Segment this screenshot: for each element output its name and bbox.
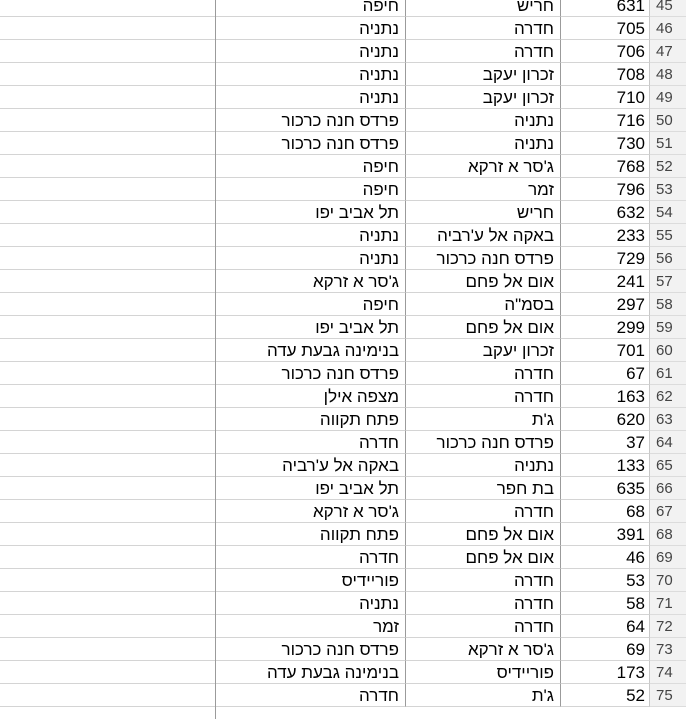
- destination-cell[interactable]: חדרה: [216, 431, 406, 454]
- origin-cell[interactable]: חדרה: [406, 500, 561, 523]
- row-header[interactable]: 62: [650, 385, 686, 408]
- destination-cell[interactable]: זמר: [216, 615, 406, 638]
- origin-cell[interactable]: חדרה: [406, 385, 561, 408]
- empty-cell[interactable]: [0, 523, 216, 546]
- empty-cell[interactable]: [0, 63, 216, 86]
- row-header[interactable]: 68: [650, 523, 686, 546]
- table-row: [0, 362, 686, 385]
- destination-cell[interactable]: חיפה: [216, 155, 406, 178]
- line-number-cell[interactable]: 391: [561, 523, 650, 546]
- line-number-cell[interactable]: 297: [561, 293, 650, 316]
- row-header[interactable]: 46: [650, 17, 686, 40]
- line-number-cell[interactable]: 163: [561, 385, 650, 408]
- empty-cell[interactable]: [0, 385, 216, 408]
- empty-cell[interactable]: [0, 408, 216, 431]
- table-row: [0, 408, 686, 431]
- destination-cell[interactable]: תל אביב יפו: [216, 316, 406, 339]
- destination-cell[interactable]: נתניה: [216, 247, 406, 270]
- origin-cell[interactable]: נתניה: [406, 109, 561, 132]
- line-number-cell[interactable]: 52: [561, 684, 650, 707]
- origin-cell[interactable]: ג'סר א זרקא: [406, 155, 561, 178]
- empty-cell[interactable]: [0, 224, 216, 247]
- table-row: [0, 615, 686, 638]
- origin-cell[interactable]: ג'ת: [406, 408, 561, 431]
- destination-cell[interactable]: בנימינה גבעת עדה: [216, 661, 406, 684]
- row-header[interactable]: 59: [650, 316, 686, 339]
- origin-cell[interactable]: אום אל פחם: [406, 546, 561, 569]
- row-header[interactable]: 45: [650, 0, 686, 17]
- origin-cell[interactable]: זכרון יעקב: [406, 339, 561, 362]
- line-number-cell[interactable]: 706: [561, 40, 650, 63]
- row-header[interactable]: 57: [650, 270, 686, 293]
- destination-cell[interactable]: ג'סר א זרקא: [216, 270, 406, 293]
- destination-cell[interactable]: חדרה: [216, 684, 406, 707]
- row-header[interactable]: 58: [650, 293, 686, 316]
- row-header[interactable]: 53: [650, 178, 686, 201]
- empty-cell[interactable]: [0, 40, 216, 63]
- table-row: [0, 63, 686, 86]
- line-number-cell[interactable]: 241: [561, 270, 650, 293]
- empty-cell[interactable]: [0, 684, 216, 707]
- line-number-cell[interactable]: 632: [561, 201, 650, 224]
- origin-cell[interactable]: נתניה: [406, 132, 561, 155]
- destination-cell[interactable]: חדרה: [216, 546, 406, 569]
- table-row: [0, 109, 686, 132]
- destination-cell[interactable]: נתניה: [216, 40, 406, 63]
- destination-cell[interactable]: פרדס חנה כרכור: [216, 132, 406, 155]
- line-number-cell[interactable]: 67: [561, 362, 650, 385]
- table-row: [0, 592, 686, 615]
- table-row: [0, 224, 686, 247]
- row-header[interactable]: 54: [650, 201, 686, 224]
- table-row: [0, 638, 686, 661]
- empty-cell[interactable]: [0, 477, 216, 500]
- origin-cell[interactable]: אום אל פחם: [406, 270, 561, 293]
- row-header[interactable]: 63: [650, 408, 686, 431]
- line-number-cell[interactable]: 37: [561, 431, 650, 454]
- empty-cell[interactable]: [0, 0, 216, 17]
- table-row: [0, 569, 686, 592]
- empty-cell[interactable]: [0, 247, 216, 270]
- row-header[interactable]: 48: [650, 63, 686, 86]
- line-number-cell[interactable]: 730: [561, 132, 650, 155]
- line-number-cell[interactable]: 133: [561, 454, 650, 477]
- destination-cell[interactable]: נתניה: [216, 592, 406, 615]
- row-header[interactable]: 67: [650, 500, 686, 523]
- line-number-cell[interactable]: 708: [561, 63, 650, 86]
- origin-cell[interactable]: פוריידיס: [406, 661, 561, 684]
- line-number-cell[interactable]: 729: [561, 247, 650, 270]
- table-row: [0, 316, 686, 339]
- origin-cell[interactable]: זכרון יעקב: [406, 86, 561, 109]
- table-row: [0, 546, 686, 569]
- empty-cell[interactable]: [0, 86, 216, 109]
- destination-cell[interactable]: נתניה: [216, 17, 406, 40]
- table-row: [0, 155, 686, 178]
- row-header[interactable]: 52: [650, 155, 686, 178]
- origin-cell[interactable]: חדרה: [406, 569, 561, 592]
- line-number-cell[interactable]: 768: [561, 155, 650, 178]
- table-row: [0, 477, 686, 500]
- line-number-cell[interactable]: 64: [561, 615, 650, 638]
- origin-cell[interactable]: חריש: [406, 201, 561, 224]
- origin-cell[interactable]: חדרה: [406, 362, 561, 385]
- table-row: [0, 523, 686, 546]
- empty-cell[interactable]: [0, 17, 216, 40]
- row-header[interactable]: 55: [650, 224, 686, 247]
- empty-cell[interactable]: [0, 155, 216, 178]
- origin-cell[interactable]: זכרון יעקב: [406, 63, 561, 86]
- empty-cell[interactable]: [0, 500, 216, 523]
- origin-cell[interactable]: פרדס חנה כרכור: [406, 431, 561, 454]
- row-header[interactable]: 64: [650, 431, 686, 454]
- destination-cell[interactable]: פרדס חנה כרכור: [216, 638, 406, 661]
- destination-cell[interactable]: מצפה אילן: [216, 385, 406, 408]
- destination-cell[interactable]: תל אביב יפו: [216, 477, 406, 500]
- line-number-cell[interactable]: 635: [561, 477, 650, 500]
- empty-cell[interactable]: [0, 454, 216, 477]
- destination-cell[interactable]: באקה אל ע'רביה: [216, 454, 406, 477]
- origin-cell[interactable]: פרדס חנה כרכור: [406, 247, 561, 270]
- table-row: [0, 684, 686, 707]
- table-row: [0, 500, 686, 523]
- row-header[interactable]: 47: [650, 40, 686, 63]
- table-row: [0, 201, 686, 224]
- line-number-cell[interactable]: 796: [561, 178, 650, 201]
- destination-cell[interactable]: ג'סר א זרקא: [216, 500, 406, 523]
- line-number-cell[interactable]: 710: [561, 86, 650, 109]
- empty-cell[interactable]: [0, 339, 216, 362]
- empty-cell[interactable]: [0, 178, 216, 201]
- line-number-cell[interactable]: 716: [561, 109, 650, 132]
- empty-cell[interactable]: [0, 362, 216, 385]
- destination-cell[interactable]: נתניה: [216, 63, 406, 86]
- line-number-cell[interactable]: 233: [561, 224, 650, 247]
- row-header[interactable]: 49: [650, 86, 686, 109]
- table-row: [0, 431, 686, 454]
- origin-cell[interactable]: חדרה: [406, 592, 561, 615]
- row-header[interactable]: 74: [650, 661, 686, 684]
- row-header[interactable]: 75: [650, 684, 686, 707]
- empty-cell[interactable]: [0, 270, 216, 293]
- row-header[interactable]: 60: [650, 339, 686, 362]
- destination-cell[interactable]: פרדס חנה כרכור: [216, 109, 406, 132]
- empty-cell[interactable]: [0, 293, 216, 316]
- table-row: [0, 661, 686, 684]
- line-number-cell[interactable]: 46: [561, 546, 650, 569]
- table-row: [0, 270, 686, 293]
- row-header[interactable]: 61: [650, 362, 686, 385]
- table-row: [0, 247, 686, 270]
- column-divider: [215, 0, 216, 719]
- row-header[interactable]: 73: [650, 638, 686, 661]
- destination-cell[interactable]: חיפה: [216, 178, 406, 201]
- line-number-cell[interactable]: 69: [561, 638, 650, 661]
- row-header[interactable]: 70: [650, 569, 686, 592]
- table-row: [0, 178, 686, 201]
- destination-cell[interactable]: נתניה: [216, 224, 406, 247]
- table-row: [0, 132, 686, 155]
- line-number-cell[interactable]: 620: [561, 408, 650, 431]
- origin-cell[interactable]: חדרה: [406, 40, 561, 63]
- table-row: [0, 454, 686, 477]
- line-number-cell[interactable]: 173: [561, 661, 650, 684]
- line-number-cell[interactable]: 299: [561, 316, 650, 339]
- line-number-cell[interactable]: 705: [561, 17, 650, 40]
- origin-cell[interactable]: בת חפר: [406, 477, 561, 500]
- destination-cell[interactable]: פוריידיס: [216, 569, 406, 592]
- empty-cell[interactable]: [0, 592, 216, 615]
- row-header[interactable]: 56: [650, 247, 686, 270]
- empty-cell[interactable]: [0, 316, 216, 339]
- table-row: [0, 339, 686, 362]
- empty-cell[interactable]: [0, 431, 216, 454]
- origin-cell[interactable]: חדרה: [406, 17, 561, 40]
- line-number-cell[interactable]: 53: [561, 569, 650, 592]
- table-row: [0, 293, 686, 316]
- row-header[interactable]: 50: [650, 109, 686, 132]
- table-row: [0, 86, 686, 109]
- destination-cell[interactable]: בנימינה גבעת עדה: [216, 339, 406, 362]
- origin-cell[interactable]: נתניה: [406, 454, 561, 477]
- row-header[interactable]: 65: [650, 454, 686, 477]
- empty-cell[interactable]: [0, 109, 216, 132]
- line-number-cell[interactable]: 701: [561, 339, 650, 362]
- table-row: [0, 40, 686, 63]
- destination-cell[interactable]: חיפה: [216, 0, 406, 17]
- row-header[interactable]: 69: [650, 546, 686, 569]
- row-header[interactable]: 72: [650, 615, 686, 638]
- table-row: [0, 385, 686, 408]
- row-header[interactable]: 51: [650, 132, 686, 155]
- destination-cell[interactable]: נתניה: [216, 86, 406, 109]
- empty-cell[interactable]: [0, 638, 216, 661]
- line-number-cell[interactable]: 631: [561, 0, 650, 17]
- origin-cell[interactable]: חריש: [406, 0, 561, 17]
- destination-cell[interactable]: תל אביב יפו: [216, 201, 406, 224]
- empty-cell[interactable]: [0, 569, 216, 592]
- origin-cell[interactable]: זמר: [406, 178, 561, 201]
- empty-cell[interactable]: [0, 201, 216, 224]
- row-header[interactable]: 66: [650, 477, 686, 500]
- origin-cell[interactable]: ג'ת: [406, 684, 561, 707]
- table-row: [0, 0, 686, 17]
- destination-cell[interactable]: חיפה: [216, 293, 406, 316]
- origin-cell[interactable]: באקה אל ע'רביה: [406, 224, 561, 247]
- empty-cell[interactable]: [0, 615, 216, 638]
- empty-cell[interactable]: [0, 132, 216, 155]
- destination-cell[interactable]: פתח תקווה: [216, 408, 406, 431]
- origin-cell[interactable]: אום אל פחם: [406, 316, 561, 339]
- origin-cell[interactable]: ג'סר א זרקא: [406, 638, 561, 661]
- destination-cell[interactable]: פתח תקווה: [216, 523, 406, 546]
- row-header[interactable]: 71: [650, 592, 686, 615]
- origin-cell[interactable]: חדרה: [406, 615, 561, 638]
- destination-cell[interactable]: פרדס חנה כרכור: [216, 362, 406, 385]
- origin-cell[interactable]: אום אל פחם: [406, 523, 561, 546]
- empty-cell[interactable]: [0, 661, 216, 684]
- origin-cell[interactable]: בסמ"ה: [406, 293, 561, 316]
- line-number-cell[interactable]: 68: [561, 500, 650, 523]
- empty-cell[interactable]: [0, 546, 216, 569]
- table-row: [0, 17, 686, 40]
- line-number-cell[interactable]: 58: [561, 592, 650, 615]
